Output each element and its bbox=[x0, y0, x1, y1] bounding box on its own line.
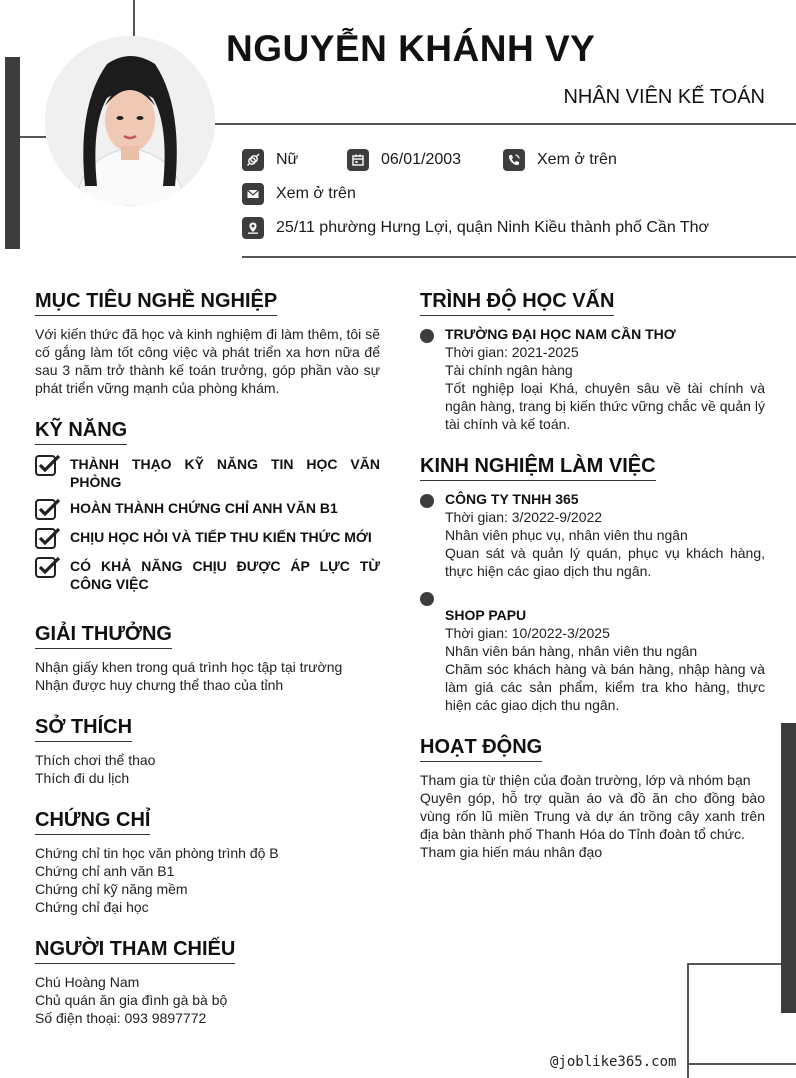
experience-role: Nhân viên phục vụ, nhân viên thu ngân bbox=[445, 527, 688, 543]
checkbox-icon bbox=[35, 556, 61, 578]
job-title: NHÂN VIÊN KẾ TOÁN bbox=[563, 86, 765, 108]
footer-line bbox=[687, 1063, 796, 1065]
certificate-line: Chứng chỉ tin học văn phòng trình độ B bbox=[35, 845, 279, 861]
activity-line: Tham gia hiến máu nhân đạo bbox=[420, 844, 603, 860]
reference-line: Chú Hoàng Nam bbox=[35, 974, 140, 990]
email-value: Xem ở trên bbox=[276, 185, 356, 202]
address-value: 25/11 phường Hưng Lợi, quận Ninh Kiều thành phố Cần Thơ bbox=[276, 219, 710, 236]
skills-title: KỸ NĂNG bbox=[35, 419, 127, 445]
education-major: Tài chính ngân hàng bbox=[445, 362, 573, 378]
education-entry bbox=[420, 325, 765, 433]
skill-label: CHỊU HỌC HỎI VÀ TIẾP THU KIẾN THỨC MỚI bbox=[70, 529, 372, 545]
objective-title: MỤC TIÊU NGHỀ NGHIỆP bbox=[35, 290, 277, 316]
experience-title: KINH NGHIỆM LÀM VIỆC bbox=[420, 455, 656, 481]
education-desc: Tốt nghiệp loại Khá, chuyên sâu về tài chính và ngân hàng, trang bị kiến thức vững chắc về quản lý tài chính và kế toán. bbox=[445, 380, 765, 432]
experience-entry bbox=[420, 490, 765, 580]
skill-label: CÓ KHẢ NĂNG CHỊU ĐƯỢC ÁP LỰC TỪ CÔNG VIỆC bbox=[70, 558, 380, 592]
watermark: @joblike365.com bbox=[550, 1054, 677, 1070]
certificates-section bbox=[35, 809, 380, 916]
left-horizontal-line bbox=[20, 136, 46, 138]
certificate-line: Chứng chỉ kỹ năng mềm bbox=[35, 881, 188, 897]
candidate-name: NGUYỄN KHÁNH VY bbox=[226, 28, 596, 69]
skill-label: THÀNH THẠO KỸ NĂNG TIN HỌC VĂN PHÒNG bbox=[70, 456, 380, 490]
education-time: Thời gian: 2021-2025 bbox=[445, 344, 579, 360]
skill-label: HOÀN THÀNH CHỨNG CHỈ ANH VĂN B1 bbox=[70, 500, 338, 516]
contact-phone bbox=[503, 149, 617, 171]
company-name: CÔNG TY TNHH 365 bbox=[445, 491, 579, 507]
bullet-dot bbox=[420, 592, 434, 606]
activities-title: HOẠT ĐỘNG bbox=[420, 736, 542, 762]
certificate-line: Chứng chỉ anh văn B1 bbox=[35, 863, 175, 879]
award-line: Nhận giấy khen trong quá trình học tập tại trường bbox=[35, 659, 343, 675]
right-column bbox=[420, 290, 765, 883]
skill-item bbox=[35, 527, 380, 549]
gender-icon bbox=[242, 149, 264, 171]
certificate-line: Chứng chỉ đại học bbox=[35, 899, 149, 915]
checkbox-icon bbox=[35, 527, 61, 549]
education-title: TRÌNH ĐỘ HỌC VẤN bbox=[420, 290, 614, 316]
objective-section bbox=[35, 290, 380, 397]
birthday-value: 06/01/2003 bbox=[381, 151, 462, 168]
contact-address bbox=[242, 217, 709, 239]
left-accent-bar bbox=[5, 57, 20, 249]
checkbox-icon bbox=[35, 454, 61, 476]
email-icon bbox=[242, 183, 264, 205]
calendar-icon bbox=[347, 149, 369, 171]
objective-text: Với kiến thức đã học và kinh nghiệm đi làm thêm, tôi sẽ cố gắng làm tốt công việc và phát triển xa hơn nữa để sau 3 năm trở thành kế toán trưởng, góp phần vào sự phát triển vững mạnh của phòng khám. bbox=[35, 326, 380, 396]
reference-line: Số điện thoại: 093 9897772 bbox=[35, 1010, 207, 1026]
skill-item bbox=[35, 454, 380, 491]
reference-line: Chủ quán ăn gia đình gà bà bộ bbox=[35, 992, 228, 1008]
company-name: SHOP PAPU bbox=[445, 607, 527, 623]
activities-section bbox=[420, 736, 765, 861]
top-vertical-line bbox=[133, 0, 135, 36]
certificates-title: CHỨNG CHỈ bbox=[35, 809, 150, 835]
contact-email bbox=[242, 183, 356, 205]
experience-entry bbox=[420, 592, 765, 714]
activity-line: Tham gia từ thiện của đoàn trường, lớp và nhóm bạn bbox=[420, 772, 751, 788]
checkbox-icon bbox=[35, 498, 61, 520]
references-title: NGƯỜI THAM CHIẾU bbox=[35, 938, 235, 964]
header-divider bbox=[215, 123, 796, 125]
experience-time: Thời gian: 10/2022-3/2025 bbox=[445, 625, 610, 641]
phone-icon bbox=[503, 149, 525, 171]
experience-desc: Quan sát và quản lý quán, phục vụ khách hàng, thực hiện các giao dịch thu ngân. bbox=[445, 545, 765, 579]
school-name: TRƯỜNG ĐẠI HỌC NAM CẦN THƠ bbox=[445, 326, 676, 342]
right-accent-bar bbox=[781, 723, 796, 1013]
contact-gender bbox=[242, 149, 298, 171]
experience-role: Nhân viên bán hàng, nhân viên thu ngân bbox=[445, 643, 698, 659]
left-column bbox=[35, 290, 380, 1049]
references-section bbox=[35, 938, 380, 1027]
activity-line: Quyên góp, hỗ trợ quần áo và đồ ăn cho đồng bào vùng rốn lũ miền Trung và dự án trồng cây xanh trên địa bàn thành phố Thanh Hóa do Tỉnh đoàn tổ chức. bbox=[420, 790, 765, 842]
experience-section bbox=[420, 455, 765, 714]
skill-item bbox=[35, 556, 380, 593]
hobby-line: Thích chơi thể thao bbox=[35, 752, 156, 768]
gender-value: Nữ bbox=[276, 151, 299, 168]
location-icon bbox=[242, 217, 264, 239]
corner-frame-top bbox=[687, 963, 781, 965]
profile-photo bbox=[45, 36, 215, 206]
education-section bbox=[420, 290, 765, 433]
contact-divider bbox=[242, 256, 796, 258]
experience-desc: Chăm sóc khách hàng và bán hàng, nhập hàng và làm giá các sản phẩm, kiểm tra kho hàng, thực hiện các giao dịch thu ngân. bbox=[445, 661, 765, 713]
phone-value: Xem ở trên bbox=[537, 151, 617, 168]
corner-frame-left bbox=[687, 963, 689, 1078]
contact-birthday bbox=[347, 149, 461, 171]
bullet-dot bbox=[420, 329, 434, 343]
skill-item bbox=[35, 498, 380, 520]
bullet-dot bbox=[420, 494, 434, 508]
awards-title: GIẢI THƯỞNG bbox=[35, 623, 172, 649]
hobby-line: Thích đi du lịch bbox=[35, 770, 130, 786]
skills-section bbox=[35, 419, 380, 593]
awards-section bbox=[35, 623, 380, 694]
hobbies-section bbox=[35, 716, 380, 787]
experience-time: Thời gian: 3/2022-9/2022 bbox=[445, 509, 603, 525]
hobbies-title: SỞ THÍCH bbox=[35, 716, 132, 742]
award-line: Nhận được huy chưng thể thao của tỉnh bbox=[35, 677, 284, 693]
